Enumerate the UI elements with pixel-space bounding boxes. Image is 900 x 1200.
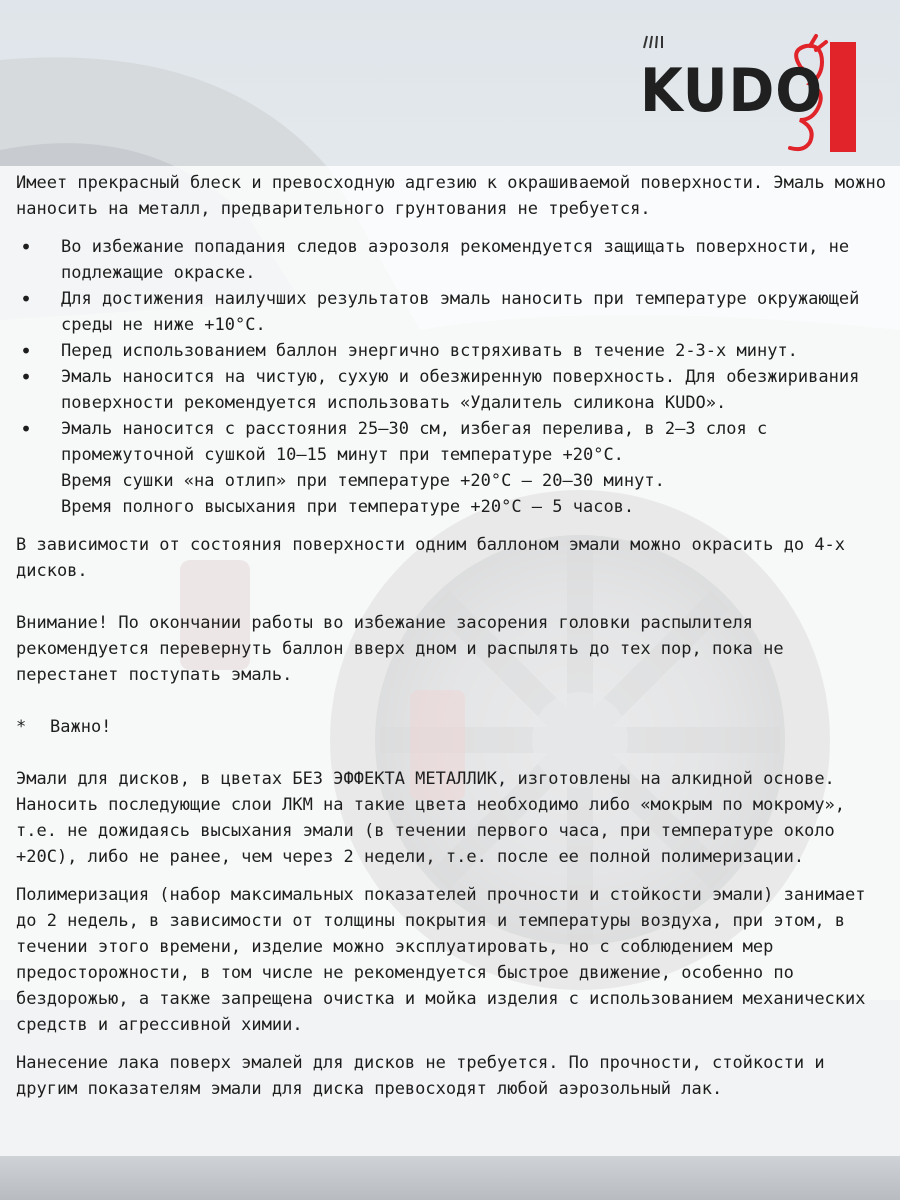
- important-note: [16, 714, 888, 740]
- alkyd-paragraph: Эмали для дисков, в цветах БЕЗ ЭФФЕКТА МЕТАЛЛИК, изготовлены на алкидной основе. Наносить последующие слои ЛКМ на такие цвета необходимо либо «мокрым по мокрому», т.е. не дожидаясь высыхания эмали (в течении первого часа, при температуре около +20С), либо не ранее, чем через 2 недели, т.е. после ее полной полимеризации.: [16, 769, 846, 867]
- warning-paragraph: Внимание! По окончании работы во избежание засорения головки распылителя рекомендуется перевернуть баллон вверх дном и распылять до тех пор, пока не перестанет поступать эмаль.: [16, 613, 784, 685]
- asterisk-icon: *: [16, 717, 27, 737]
- important-label: Важно!: [50, 717, 112, 737]
- bullet-icon: •: [20, 339, 32, 363]
- list-item-text: Перед использованием баллон энергично встряхивать в течение 2-3-х минут.: [61, 341, 798, 361]
- drying-full-line: Время полного высыхания при температуре +20°С – 5 часов.: [61, 497, 635, 517]
- list-item: [16, 416, 888, 520]
- drying-touch-line: Время сушки «на отлип» при температуре +20°С – 20–30 минут.: [61, 471, 665, 491]
- coverage-paragraph: В зависимости от состояния поверхности одним баллоном эмали можно окрасить до 4-х дисков.: [16, 535, 846, 581]
- usage-list: [16, 234, 888, 520]
- list-item-text: Для достижения наилучших результатов эмаль наносить при температуре окружающей среды не ниже +10°С.: [61, 289, 860, 335]
- road-strip: [0, 1156, 900, 1200]
- bullet-icon: •: [20, 365, 32, 389]
- lacquer-paragraph: Нанесение лака поверх эмалей для дисков не требуется. По прочности, стойкости и другим показателям эмали для диска превосходят любой аэрозольный лак.: [16, 1053, 825, 1099]
- list-item: [16, 364, 888, 416]
- intro-paragraph: Имеет прекрасный блеск и превосходную адгезию к окрашиваемой поверхности. Эмаль можно наносить на металл, предварительного грунтования не требуется.: [16, 173, 886, 219]
- list-item-text: Эмаль наносится на чистую, сухую и обезжиренную поверхность. Для обезжиривания поверхности рекомендуется использовать «Удалитель силикона KUDO».: [61, 367, 860, 413]
- list-item: [16, 338, 888, 364]
- polymerization-paragraph: Полимеризация (набор максимальных показателей прочности и стойкости эмали) занимает до 2 недель, в зависимости от толщины покрытия и температуры воздуха, при этом, в течении этого времени, изделие можно эксплуатировать, но с соблюдением мер предосторожности, в том числе не рекомендуется быстрое движение, особенно по бездорожью, а также запрещена очистка и мойка изделия с использованием механических средств и агрессивной химии.: [16, 885, 866, 1035]
- list-item-text: Во избежание попадания следов аэрозоля рекомендуется защищать поверхности, не подлежащие окраске.: [61, 237, 850, 283]
- list-item-text: Эмаль наносится с расстояния 25–30 см, избегая перелива, в 2–3 слоя с промежуточной сушкой 10–15 минут при температуре +20°С.: [61, 419, 768, 465]
- kudo-logo: [640, 28, 862, 158]
- bullet-icon: •: [20, 417, 32, 441]
- list-item: [16, 286, 888, 338]
- bullet-icon: •: [20, 287, 32, 311]
- logo-wordmark: KUDO: [640, 56, 824, 126]
- list-item: [16, 234, 888, 286]
- description-body: [16, 170, 888, 1102]
- bullet-icon: •: [20, 235, 32, 259]
